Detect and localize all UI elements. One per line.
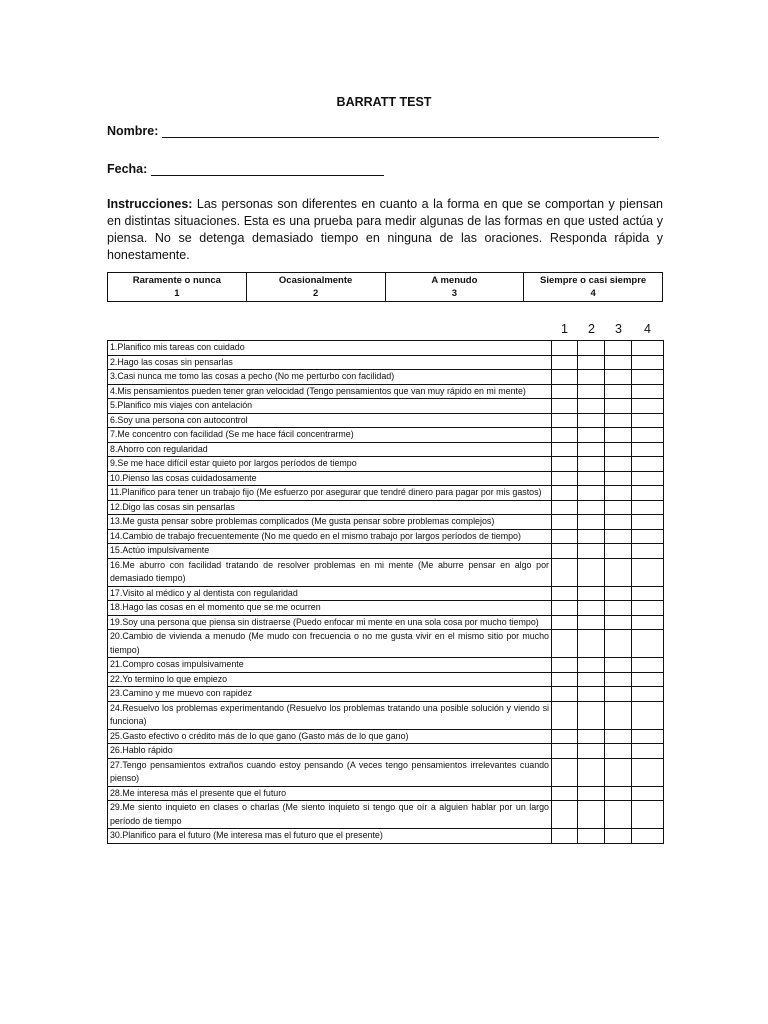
fecha-label: Fecha: bbox=[107, 162, 148, 176]
answer-cell[interactable] bbox=[578, 399, 605, 414]
answer-cell[interactable] bbox=[632, 515, 664, 530]
question-text: 24.Resuelvo los problemas experimentando (Resuelvo los problemas tratando una posible solución y viendo si funciona) bbox=[108, 701, 552, 729]
answer-cell[interactable] bbox=[578, 544, 605, 559]
answer-cell[interactable] bbox=[578, 701, 605, 729]
answer-cell[interactable] bbox=[605, 442, 632, 457]
question-row bbox=[108, 457, 664, 472]
answer-cell[interactable] bbox=[632, 399, 664, 414]
answer-cell[interactable] bbox=[605, 515, 632, 530]
answer-cell[interactable] bbox=[605, 786, 632, 801]
question-row bbox=[108, 672, 664, 687]
answer-cell[interactable] bbox=[632, 486, 664, 501]
instructions-text: Las personas son diferentes en cuanto a la forma en que se comportan y piensan en distintas situaciones. Esta es una prueba para medir algunas de las formas en que usted actúa y piensa. No se detenga demasiado tiempo en ninguna de las oraciones. Responda rápida y honestamente. bbox=[107, 197, 663, 262]
question-text: 16.Me aburro con facilidad tratando de resolver problemas en mi mente (Me aburre pensar en algo por demasiado tiempo) bbox=[108, 558, 552, 586]
answer-cell[interactable] bbox=[605, 500, 632, 515]
answer-cell[interactable] bbox=[632, 601, 664, 616]
question-row bbox=[108, 744, 664, 759]
answer-cell[interactable] bbox=[632, 500, 664, 515]
question-text: 14.Cambio de trabajo frecuentemente (No me quedo en el mismo trabajo por largos períodos de tiempo) bbox=[108, 529, 552, 544]
question-row bbox=[108, 428, 664, 443]
question-row bbox=[108, 586, 664, 601]
answer-cell[interactable] bbox=[632, 672, 664, 687]
answer-cell[interactable] bbox=[552, 744, 578, 759]
answer-cell[interactable] bbox=[578, 672, 605, 687]
answer-cell[interactable] bbox=[605, 370, 632, 385]
answer-cell[interactable] bbox=[632, 384, 664, 399]
question-text: 22.Yo termino lo que empiezo bbox=[108, 672, 552, 687]
answer-cell[interactable] bbox=[632, 355, 664, 370]
question-text: 19.Soy una persona que piensa sin distraerse (Puedo enfocar mi mente en una sola cosa por mucho tiempo) bbox=[108, 615, 552, 630]
answer-cell[interactable] bbox=[552, 586, 578, 601]
question-text: 18.Hago las cosas en el momento que se me ocurren bbox=[108, 601, 552, 616]
answer-cell[interactable] bbox=[632, 701, 664, 729]
answer-cell[interactable] bbox=[552, 801, 578, 829]
question-row bbox=[108, 341, 664, 356]
nombre-field-row bbox=[107, 124, 659, 138]
question-row bbox=[108, 384, 664, 399]
question-text: 15.Actúo impulsivamente bbox=[108, 544, 552, 559]
answer-cell[interactable] bbox=[605, 413, 632, 428]
question-row bbox=[108, 801, 664, 829]
answer-cell[interactable] bbox=[632, 457, 664, 472]
answer-cell[interactable] bbox=[552, 786, 578, 801]
answer-cell[interactable] bbox=[605, 630, 632, 658]
question-row bbox=[108, 529, 664, 544]
answer-cell[interactable] bbox=[605, 601, 632, 616]
answer-cell[interactable] bbox=[552, 529, 578, 544]
answer-cell[interactable] bbox=[552, 500, 578, 515]
question-text: 7.Me concentro con facilidad (Se me hace fácil concentrarme) bbox=[108, 428, 552, 443]
column-header: 2 bbox=[588, 322, 595, 336]
answer-cell[interactable] bbox=[632, 529, 664, 544]
fecha-field-row bbox=[107, 162, 384, 176]
fecha-field[interactable] bbox=[151, 163, 384, 176]
answer-cell[interactable] bbox=[552, 544, 578, 559]
question-row bbox=[108, 544, 664, 559]
question-text: 12.Digo las cosas sin pensarlas bbox=[108, 500, 552, 515]
answer-cell[interactable] bbox=[552, 658, 578, 673]
question-text: 11.Planifico para tener un trabajo fijo (Me esfuerzo por asegurar que tendré dinero para pagar por mis gastos) bbox=[108, 486, 552, 501]
answer-cell[interactable] bbox=[632, 442, 664, 457]
answer-cell[interactable] bbox=[578, 586, 605, 601]
answer-cell[interactable] bbox=[605, 687, 632, 702]
question-row bbox=[108, 399, 664, 414]
answer-cell[interactable] bbox=[552, 829, 578, 844]
answer-cell[interactable] bbox=[552, 615, 578, 630]
answer-cell[interactable] bbox=[605, 672, 632, 687]
question-text: 8.Ahorro con regularidad bbox=[108, 442, 552, 457]
answer-cell[interactable] bbox=[632, 744, 664, 759]
scale-cell: Raramente o nunca 1 bbox=[108, 273, 247, 302]
question-text: 29.Me siento inquieto en clases o charlas (Me siento inquieto si tengo que oír a alguien hablar por un largo período de tiempo bbox=[108, 801, 552, 829]
answer-cell[interactable] bbox=[552, 672, 578, 687]
question-text: 10.Pienso las cosas cuidadosamente bbox=[108, 471, 552, 486]
answer-cell[interactable] bbox=[632, 630, 664, 658]
answer-column-headers bbox=[551, 322, 663, 336]
answer-cell[interactable] bbox=[605, 486, 632, 501]
answer-cell[interactable] bbox=[605, 829, 632, 844]
question-row bbox=[108, 558, 664, 586]
answer-cell[interactable] bbox=[552, 515, 578, 530]
answer-cell[interactable] bbox=[605, 384, 632, 399]
answer-cell[interactable] bbox=[605, 428, 632, 443]
question-text: 23.Camino y me muevo con rapidez bbox=[108, 687, 552, 702]
answer-cell[interactable] bbox=[552, 413, 578, 428]
answer-cell[interactable] bbox=[578, 558, 605, 586]
answer-cell[interactable] bbox=[578, 658, 605, 673]
answer-cell[interactable] bbox=[552, 442, 578, 457]
answer-cell[interactable] bbox=[632, 615, 664, 630]
answer-cell[interactable] bbox=[632, 341, 664, 356]
answer-cell[interactable] bbox=[632, 370, 664, 385]
answer-cell[interactable] bbox=[578, 744, 605, 759]
question-text: 20.Cambio de vivienda a menudo (Me mudo con frecuencia o no me gusta vivir en el mismo sitio por mucho tiempo) bbox=[108, 630, 552, 658]
answer-cell[interactable] bbox=[632, 758, 664, 786]
answer-cell[interactable] bbox=[605, 701, 632, 729]
answer-cell[interactable] bbox=[552, 601, 578, 616]
answer-cell[interactable] bbox=[605, 399, 632, 414]
question-row bbox=[108, 630, 664, 658]
question-row bbox=[108, 486, 664, 501]
answer-cell[interactable] bbox=[632, 558, 664, 586]
answer-cell[interactable] bbox=[578, 729, 605, 744]
answer-cell[interactable] bbox=[578, 687, 605, 702]
question-text: 17.Visito al médico y al dentista con regularidad bbox=[108, 586, 552, 601]
question-text: 2.Hago las cosas sin pensarlas bbox=[108, 355, 552, 370]
answer-cell[interactable] bbox=[578, 801, 605, 829]
answer-cell[interactable] bbox=[578, 341, 605, 356]
answer-cell[interactable] bbox=[578, 500, 605, 515]
answer-cell[interactable] bbox=[552, 729, 578, 744]
question-text: 1.Planifico mis tareas con cuidado bbox=[108, 341, 552, 356]
answer-cell[interactable] bbox=[552, 758, 578, 786]
question-row bbox=[108, 355, 664, 370]
answer-cell[interactable] bbox=[552, 457, 578, 472]
answer-cell[interactable] bbox=[605, 658, 632, 673]
answer-cell[interactable] bbox=[552, 428, 578, 443]
answer-cell[interactable] bbox=[632, 786, 664, 801]
answer-cell[interactable] bbox=[578, 615, 605, 630]
scale-cell: Ocasionalmente 2 bbox=[246, 273, 385, 302]
answer-cell[interactable] bbox=[552, 486, 578, 501]
answer-cell[interactable] bbox=[552, 701, 578, 729]
answer-cell[interactable] bbox=[578, 601, 605, 616]
question-row bbox=[108, 471, 664, 486]
column-header: 3 bbox=[615, 322, 622, 336]
answer-cell[interactable] bbox=[605, 615, 632, 630]
answer-cell[interactable] bbox=[578, 630, 605, 658]
question-text: 26.Hablo rápido bbox=[108, 744, 552, 759]
question-row bbox=[108, 687, 664, 702]
answer-cell[interactable] bbox=[605, 586, 632, 601]
question-text: 28.Me interesa más el presente que el futuro bbox=[108, 786, 552, 801]
question-row bbox=[108, 658, 664, 673]
question-row bbox=[108, 615, 664, 630]
answer-cell[interactable] bbox=[552, 355, 578, 370]
question-row bbox=[108, 786, 664, 801]
answer-cell[interactable] bbox=[578, 442, 605, 457]
question-row bbox=[108, 442, 664, 457]
answer-cell[interactable] bbox=[632, 413, 664, 428]
answer-cell[interactable] bbox=[605, 558, 632, 586]
answer-cell[interactable] bbox=[552, 558, 578, 586]
scale-cell: A menudo 3 bbox=[385, 273, 524, 302]
answer-cell[interactable] bbox=[552, 370, 578, 385]
nombre-field[interactable] bbox=[162, 125, 659, 138]
answer-cell[interactable] bbox=[605, 529, 632, 544]
question-row bbox=[108, 370, 664, 385]
answer-cell[interactable] bbox=[578, 370, 605, 385]
question-text: 30.Planifico para el futuro (Me interesa mas el futuro que el presente) bbox=[108, 829, 552, 844]
answer-cell[interactable] bbox=[605, 355, 632, 370]
nombre-label: Nombre: bbox=[107, 124, 159, 138]
answer-cell[interactable] bbox=[605, 341, 632, 356]
scale-cell: Siempre o casi siempre 4 bbox=[524, 273, 663, 302]
question-text: 25.Gasto efectivo o crédito más de lo que gano (Gasto más de lo que gano) bbox=[108, 729, 552, 744]
answer-cell[interactable] bbox=[632, 428, 664, 443]
answer-cell[interactable] bbox=[605, 758, 632, 786]
answer-cell[interactable] bbox=[578, 355, 605, 370]
question-row bbox=[108, 758, 664, 786]
scale-legend-table bbox=[107, 272, 663, 302]
question-text: 27.Tengo pensamientos extraños cuando estoy pensando (A veces tengo pensamientos irrelevantes cuando pienso) bbox=[108, 758, 552, 786]
answer-cell[interactable] bbox=[578, 529, 605, 544]
question-text: 3.Casi nunca me tomo las cosas a pecho (No me perturbo con facilidad) bbox=[108, 370, 552, 385]
answer-cell[interactable] bbox=[578, 384, 605, 399]
question-text: 21.Compro cosas impulsivamente bbox=[108, 658, 552, 673]
answer-cell[interactable] bbox=[578, 829, 605, 844]
answer-cell[interactable] bbox=[578, 758, 605, 786]
answer-cell[interactable] bbox=[605, 457, 632, 472]
answer-cell[interactable] bbox=[552, 630, 578, 658]
answer-cell[interactable] bbox=[632, 544, 664, 559]
question-row bbox=[108, 500, 664, 515]
answer-cell[interactable] bbox=[552, 399, 578, 414]
question-text: 13.Me gusta pensar sobre problemas complicados (Me gusta pensar sobre problemas complejos) bbox=[108, 515, 552, 530]
page-title: BARRATT TEST bbox=[336, 95, 432, 109]
question-row bbox=[108, 829, 664, 844]
answer-cell[interactable] bbox=[632, 801, 664, 829]
answer-cell[interactable] bbox=[578, 486, 605, 501]
answer-cell[interactable] bbox=[605, 744, 632, 759]
column-header: 1 bbox=[561, 322, 568, 336]
answer-cell[interactable] bbox=[605, 544, 632, 559]
question-text: 9.Se me hace difícil estar quieto por largos períodos de tiempo bbox=[108, 457, 552, 472]
answer-cell[interactable] bbox=[632, 471, 664, 486]
answer-cell[interactable] bbox=[552, 341, 578, 356]
answer-cell[interactable] bbox=[605, 801, 632, 829]
answer-cell[interactable] bbox=[552, 384, 578, 399]
instructions bbox=[107, 196, 663, 264]
question-text: 6.Soy una persona con autocontrol bbox=[108, 413, 552, 428]
answer-cell[interactable] bbox=[578, 471, 605, 486]
answer-cell[interactable] bbox=[578, 413, 605, 428]
question-row bbox=[108, 515, 664, 530]
answer-cell[interactable] bbox=[632, 658, 664, 673]
questions-table bbox=[107, 340, 664, 844]
question-row bbox=[108, 601, 664, 616]
question-text: 4.Mis pensamientos pueden tener gran velocidad (Tengo pensamientos que van muy rápido en mi mente) bbox=[108, 384, 552, 399]
column-header: 4 bbox=[644, 322, 651, 336]
answer-cell[interactable] bbox=[552, 471, 578, 486]
answer-cell[interactable] bbox=[632, 586, 664, 601]
answer-cell[interactable] bbox=[578, 457, 605, 472]
answer-cell[interactable] bbox=[605, 471, 632, 486]
question-text: 5.Planifico mis viajes con antelación bbox=[108, 399, 552, 414]
answer-cell[interactable] bbox=[578, 428, 605, 443]
question-row bbox=[108, 729, 664, 744]
question-row bbox=[108, 413, 664, 428]
answer-cell[interactable] bbox=[578, 786, 605, 801]
question-row bbox=[108, 701, 664, 729]
answer-cell[interactable] bbox=[632, 829, 664, 844]
answer-cell[interactable] bbox=[632, 687, 664, 702]
answer-cell[interactable] bbox=[578, 515, 605, 530]
instructions-label: Instrucciones: bbox=[107, 197, 193, 211]
answer-cell[interactable] bbox=[552, 687, 578, 702]
answer-cell[interactable] bbox=[605, 729, 632, 744]
answer-cell[interactable] bbox=[632, 729, 664, 744]
